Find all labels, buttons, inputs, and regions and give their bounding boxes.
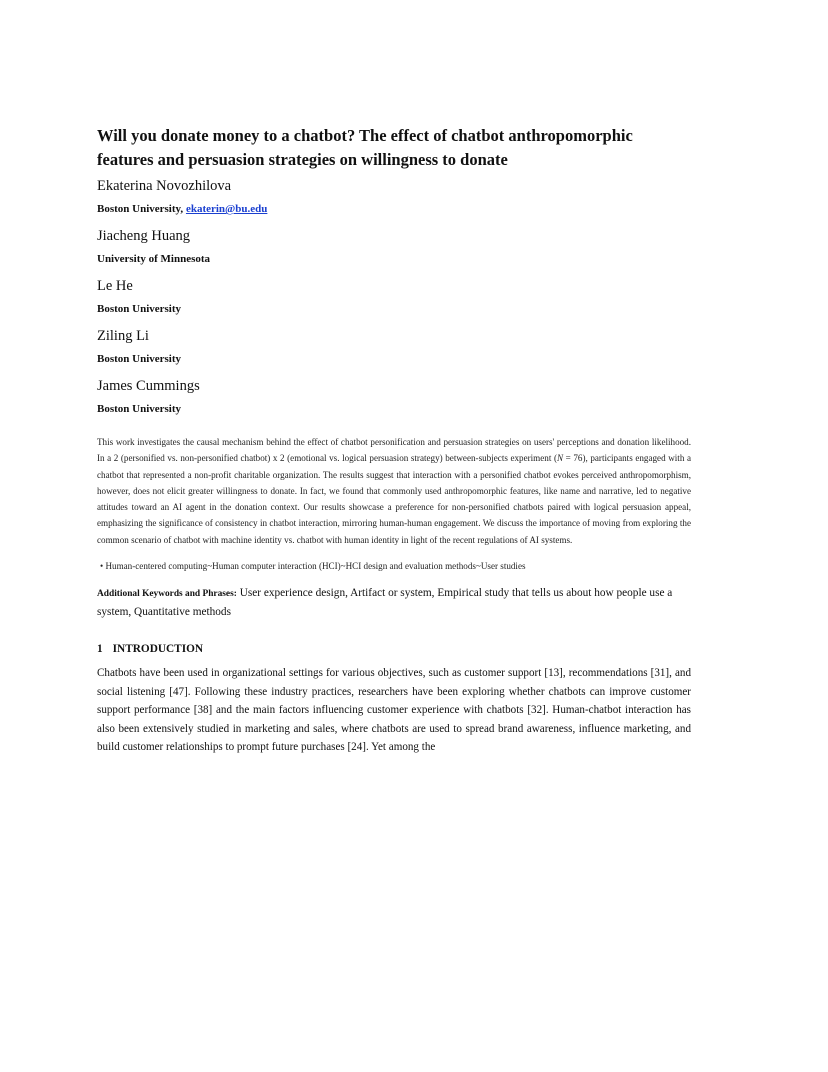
keywords-label: Additional Keywords and Phrases: [97,589,237,600]
body-paragraph: Chatbots have been used in organizational settings for various objectives, such as customer support [13], recommendations [31], and social listening [47]. Following these industry practices, researchers have been exploring whether chatbots can improve customer support performance [38] and the main factors influencing customer experience with chatbots [32]. Human-chatbot interaction has also been extensively studied in marketing and sales, where chatbots are used to spread brand awareness, influence marketing, and build customer relationships to prompt future purchases [24]. Yet among the [97,667,691,754]
section-heading [97,641,691,657]
affiliation-text: Boston University, [97,203,184,215]
section-number: 1 [97,643,103,656]
author-affiliation: University of Minnesota [97,253,211,265]
author-name: Ekaterina Novozhilova [97,178,232,194]
author-email-link[interactable]: ekaterin@bu.edu [185,203,268,215]
keywords [97,584,691,621]
abstract-text: = 76), participants engaged with a chatbot that represented a non-profit charitable organization. The results suggest that interaction with a personified chatbot evokes perceived anthropomorphism, however, does not elicit greater willingness to donate. In fact, we found that commonly used anthropomorphic features, like name and narrative, led to negative attitudes toward an AI agent in the donation context. Our results showcase a preference for non-personified chatbots paired with logical persuasion appeal, emphasizing the significance of consistency in chatbot interaction, mirroring human-human engagement. We discuss the importance of moving from exploring the common scenario of chatbot with machine identity vs. chatbot with human identity in light of the recent regulations of AI systems. [97,453,691,545]
section-title: INTRODUCTION [112,643,204,656]
author-name: Jiacheng Huang [97,228,191,244]
abstract [97,434,691,548]
paper-title: Will you donate money to a chatbot? The effect of chatbot anthropomorphic features and persuasion strategies on willingness to donate [97,126,633,169]
abstract-text: This work investigates the causal mechanism behind the effect of chatbot personification and persuasion strategies on users' perceptions and donation likelihood. In a 2 (personified vs. non-personified chatbot) x 2 (emotional vs. logical persuasion strategy) between-subjects experiment ( [97,437,691,464]
author-list [97,176,691,417]
author-name: James Cummings [97,378,200,394]
author-name: Ziling Li [97,328,149,344]
author-affiliation [97,201,691,217]
sample-size-symbol: N [556,453,564,464]
author-affiliation: Boston University [97,353,182,365]
keywords-text: User experience design, Artifact or system, Empirical study that tells us about how people use a system, Quantitative methods [97,587,673,619]
ccs-concepts: • Human-centered computing~Human computer interaction (HCI)~HCI design and evaluation methods~User studies [100,561,526,572]
paper-page [97,124,691,757]
author-affiliation: Boston University [97,303,182,315]
author-affiliation: Boston University [97,403,182,415]
author-name: Le He [97,278,133,294]
